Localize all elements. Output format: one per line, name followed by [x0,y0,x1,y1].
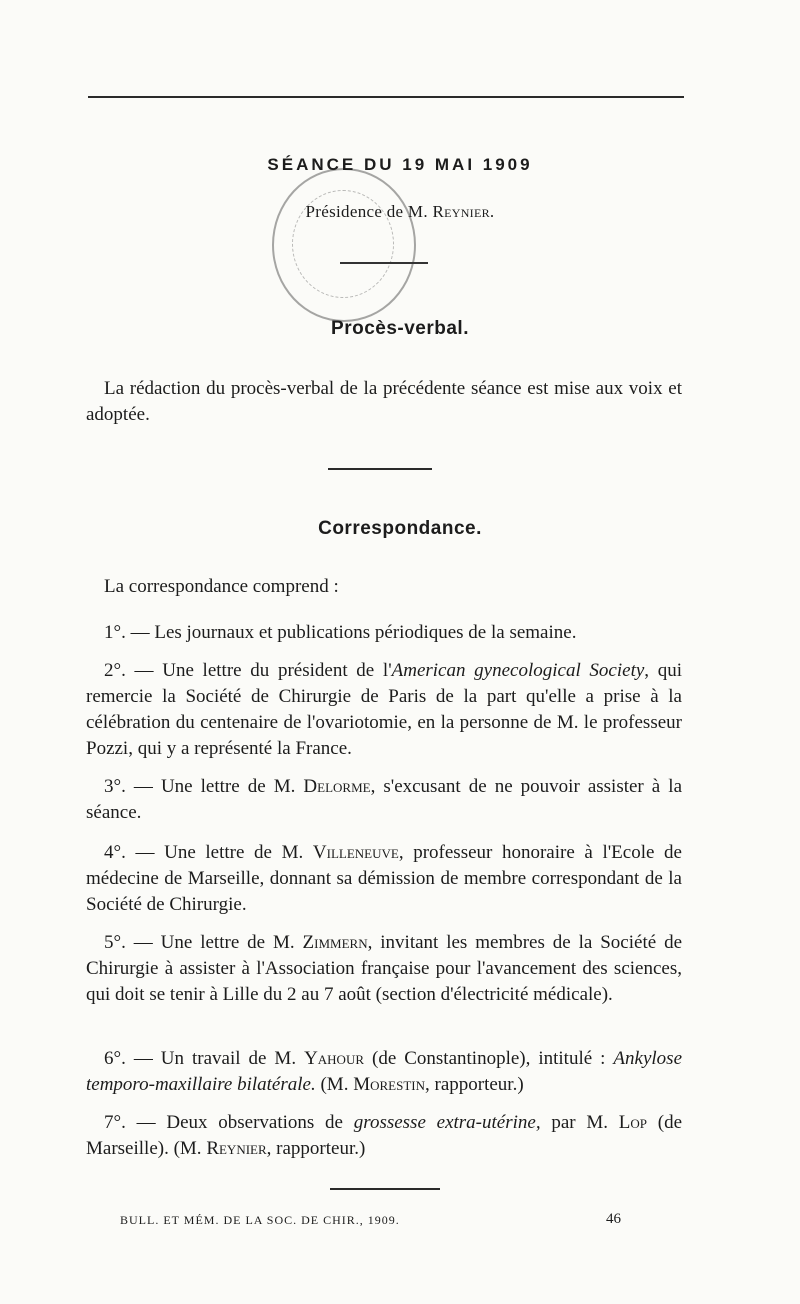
top-rule [88,96,684,98]
item-3: 3°. — Une lettre de M. Delorme, s'excusant de ne pouvoir assister à la séance. [86,776,683,823]
item-5: 5°. — Une lettre de M. Zimmern, invitant les membres de la Société de Chirurgie à assister à l'Association française pour l'avancement des sciences, qui doit se tenir à Lille du 2 au 7 août (section d'électricité médicale). [86,932,682,1005]
heading-proces-verbal: Procès-verbal. [331,318,469,339]
item-6: 6°. — Un travail de M. Yahour (de Constantinople), intitulé : Ankylose temporo-maxillaire bilatérale. (M. Morestin, rapporteur.) [86,1048,682,1095]
running-footer: BULL. ET MÉM. DE LA SOC. DE CHIR., 1909. [120,1213,400,1227]
item-4: 4°. — Une lettre de M. Villeneuve, professeur honoraire à l'Ecole de médecine de Marseille, donnant sa démission de membre correspondant de la Société de Chirurgie. [86,842,682,915]
correspondance-intro: La correspondance comprend : [104,576,339,597]
item-2: 2°. — Une lettre du président de l'American gynecological Society, qui remercie la Société de Chirurgie de Paris de la part qu'elle a prise à la célébration du centenaire de l'ovariotomie, en la personne de M. le professeur Pozzi, qui y a représenté la France. [86,660,683,759]
seance-title: SÉANCE DU 19 MAI 1909 [267,155,533,174]
heading-correspondance: Correspondance. [318,518,482,539]
page-number: 46 [606,1211,621,1227]
proces-verbal-text: La rédaction du procès-verbal de la précédente séance est mise aux voix et adoptée. [86,378,682,425]
item-1: 1°. — Les journaux et publications périodiques de la semaine. [104,622,577,643]
library-stamp [272,168,416,322]
presidence-line: Présidence de M. Reynier. [305,202,495,221]
stamp-rule [340,262,428,264]
item-7: 7°. — Deux observations de grossesse extra-utérine, par M. Lop (de Marseille). (M. Reynier, rapporteur.) [86,1112,682,1159]
section-rule [328,468,432,470]
bottom-rule [330,1188,440,1190]
